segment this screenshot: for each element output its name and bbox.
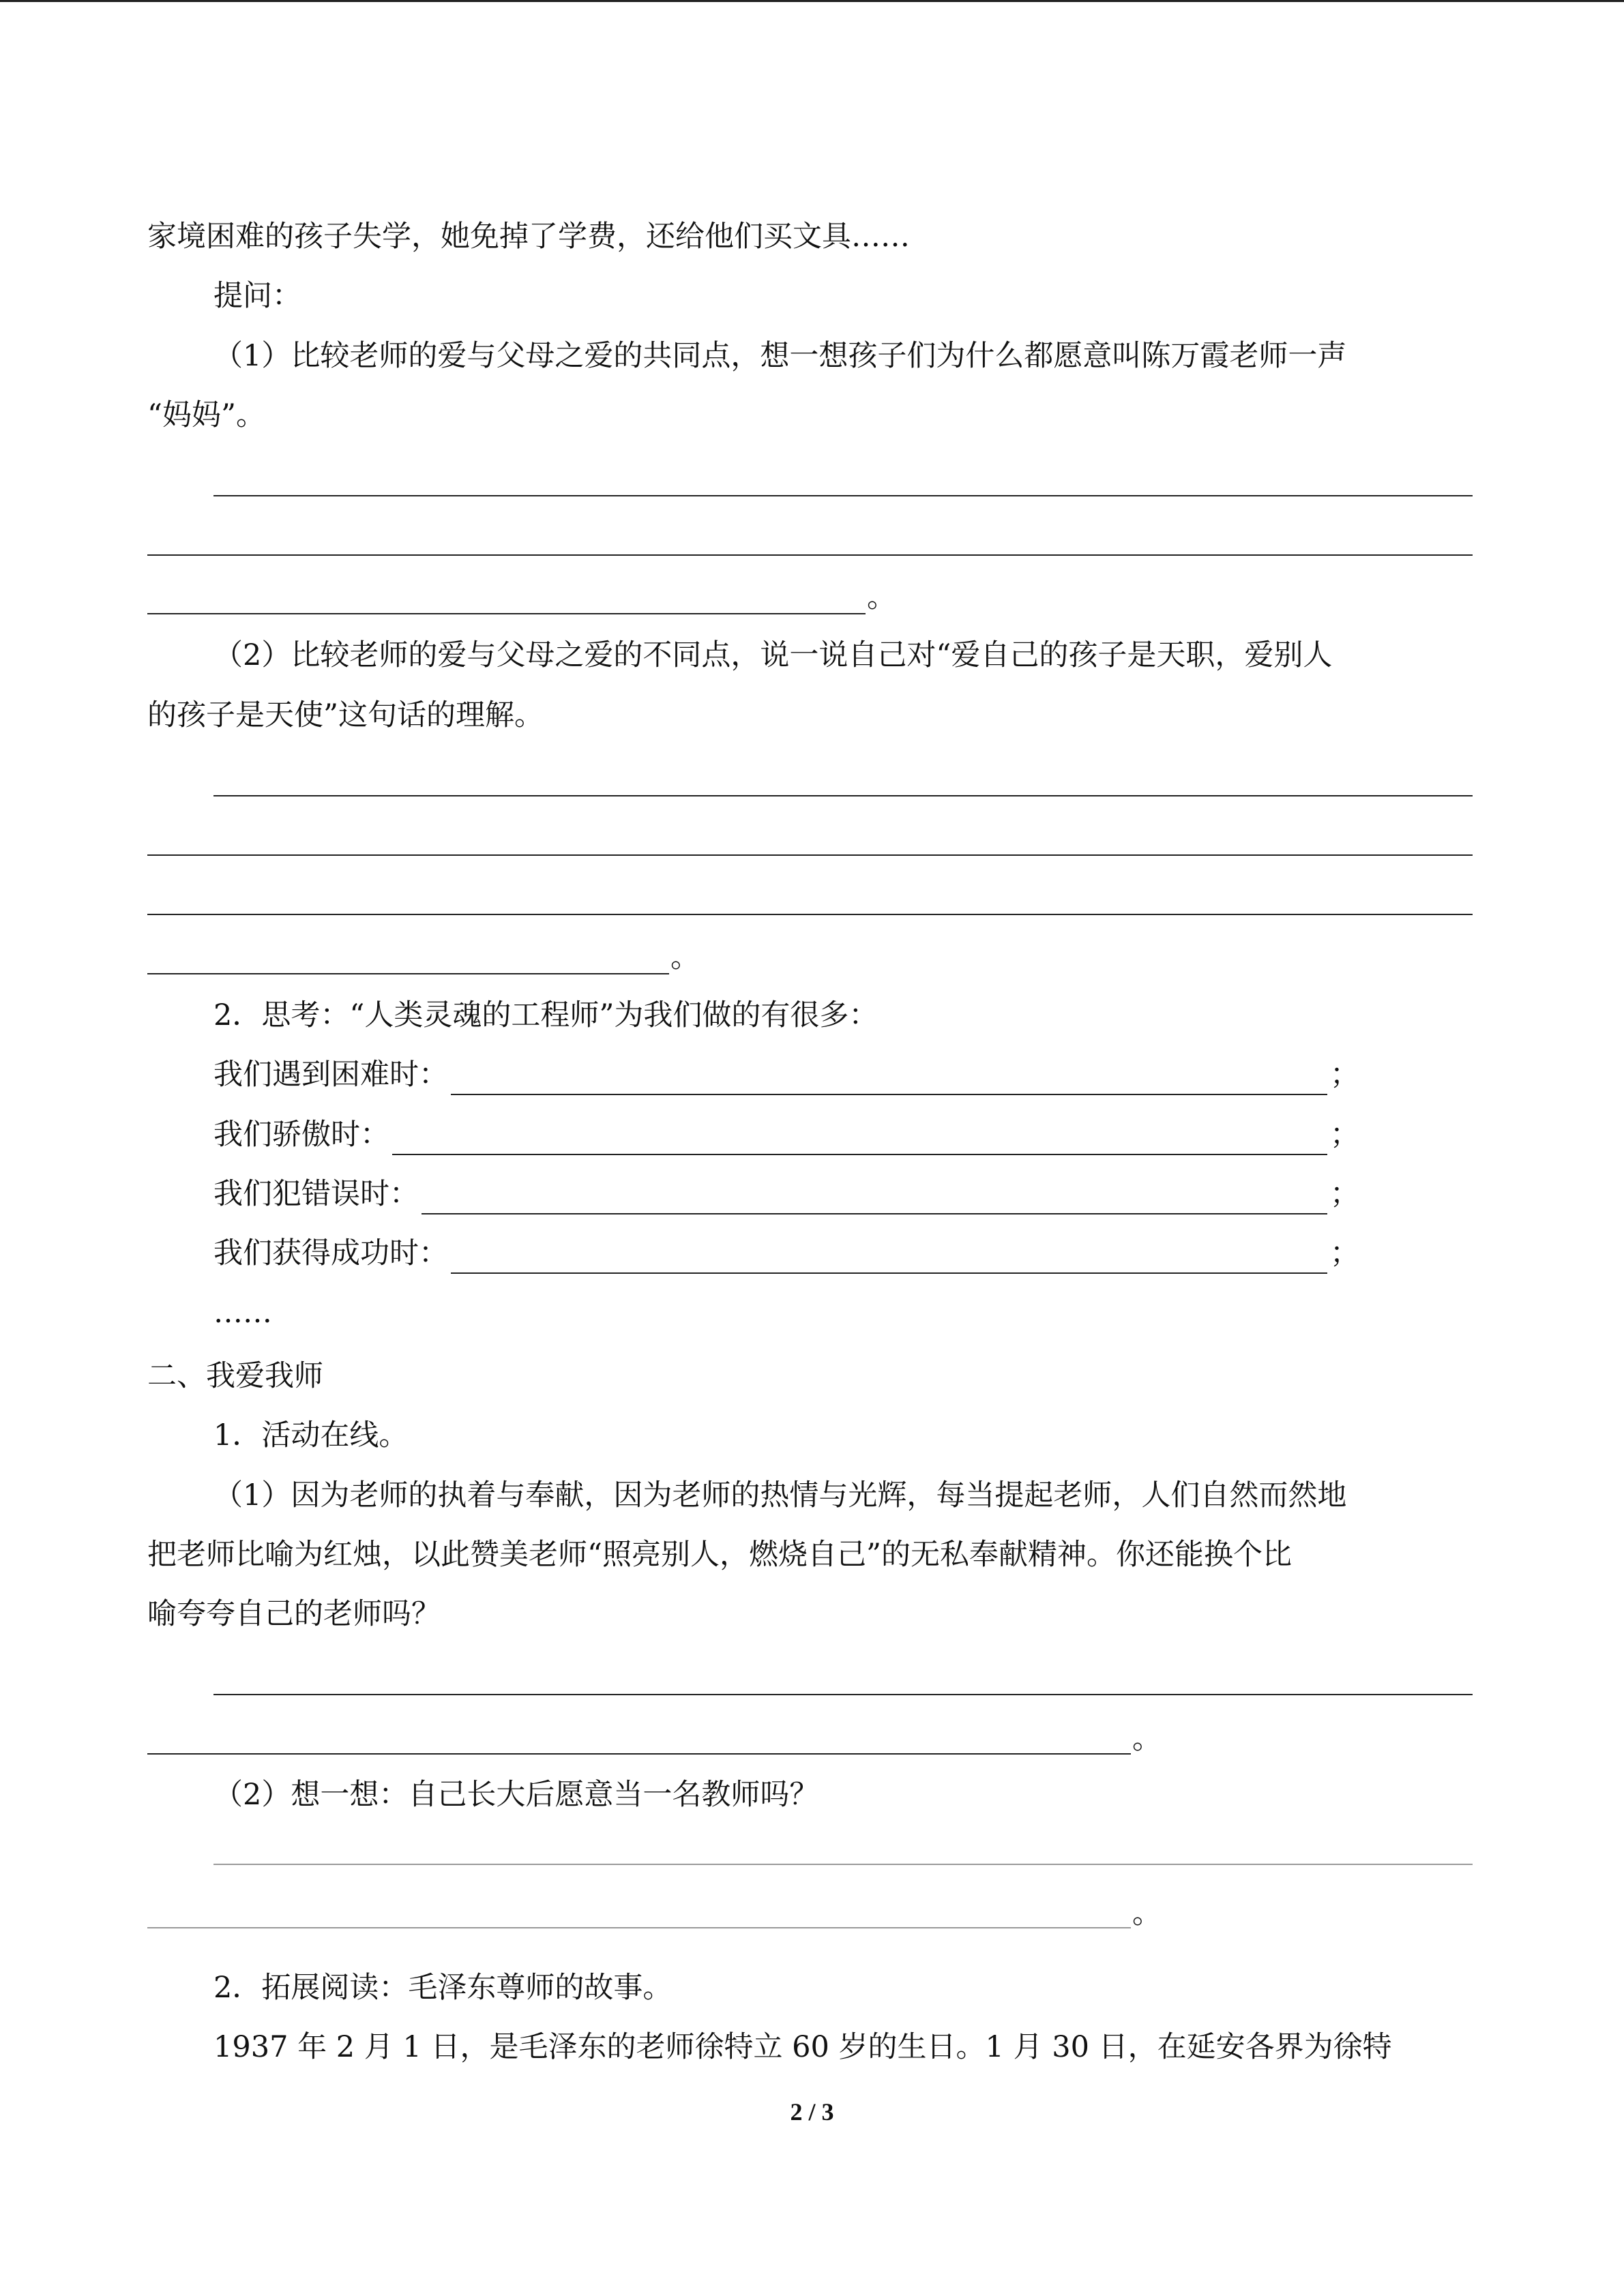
fill-in-row xyxy=(213,1174,1359,1214)
answer-blank-line[interactable] xyxy=(147,613,866,614)
reading-text-line: 1937 年 2 月 1 日，是毛泽东的老师徐特立 60 岁的生日。1 月 30 日，在延安各界为徐特 xyxy=(213,2030,1392,2064)
fill-in-row xyxy=(213,1054,1359,1095)
top-border xyxy=(0,0,1624,2)
blank-end-mark: 。 xyxy=(867,580,896,614)
fill-in-blank[interactable] xyxy=(422,1183,1327,1214)
question-1-line: （1）比较老师的爱与父母之爱的共同点，想一想孩子们为什么都愿意叫陈万霞老师一声 xyxy=(213,339,1347,373)
blank-end-mark: 。 xyxy=(670,940,700,974)
answer-blank-line[interactable] xyxy=(147,1927,1131,1928)
ellipsis-line: …… xyxy=(213,1296,272,1330)
answer-blank-line[interactable] xyxy=(147,854,1473,856)
fill-in-blank[interactable] xyxy=(451,1064,1327,1095)
question-2-line: 的孩子是天使”这句话的理解。 xyxy=(147,698,544,732)
answer-blank-line[interactable] xyxy=(213,1694,1473,1695)
answer-blank-line[interactable] xyxy=(213,1864,1473,1865)
fill-in-row xyxy=(213,1233,1359,1274)
fill-in-label: 我们获得成功时： xyxy=(213,1236,448,1270)
question-1-line: “妈妈”。 xyxy=(147,398,265,432)
answer-blank-line[interactable] xyxy=(213,795,1473,796)
fill-in-blank[interactable] xyxy=(392,1124,1327,1155)
activity-heading: 1．活动在线。 xyxy=(213,1418,409,1452)
fill-in-label: 我们骄傲时： xyxy=(213,1118,389,1152)
fill-in-end: ； xyxy=(1330,1177,1359,1211)
fill-in-end: ； xyxy=(1330,1236,1359,1270)
activity-q2-line: （2）想一想：自己长大后愿意当一名教师吗？ xyxy=(213,1778,819,1812)
page-number: 2 / 3 xyxy=(790,2098,834,2126)
activity-q1-line: （1）因为老师的执着与奉献，因为老师的热情与光辉，每当提起老师，人们自然而然地 xyxy=(213,1478,1347,1512)
fill-in-label: 我们犯错误时： xyxy=(213,1177,419,1211)
fill-in-end: ； xyxy=(1330,1118,1359,1152)
answer-blank-line[interactable] xyxy=(213,495,1473,496)
think-question: 2．思考：“人类灵魂的工程师”为我们做的有很多： xyxy=(213,998,879,1032)
paragraph-line: 家境困难的孩子失学，她免掉了学费，还给他们买文具…… xyxy=(147,220,910,254)
prompt-heading: 提问： xyxy=(213,279,301,313)
fill-in-row xyxy=(213,1114,1359,1155)
activity-q1-line: 把老师比喻为红烛，以此赞美老师“照亮别人，燃烧自己”的无私奉献精神。你还能换个比 xyxy=(147,1538,1292,1572)
fill-in-end: ； xyxy=(1330,1058,1359,1092)
fill-in-label: 我们遇到困难时： xyxy=(213,1058,448,1092)
blank-end-mark: 。 xyxy=(1132,1722,1162,1756)
answer-blank-line[interactable] xyxy=(147,973,669,974)
fill-in-blank[interactable] xyxy=(451,1242,1327,1274)
answer-blank-line[interactable] xyxy=(147,554,1473,556)
answer-blank-line[interactable] xyxy=(147,1753,1131,1755)
reading-heading: 2．拓展阅读：毛泽东尊师的故事。 xyxy=(213,1971,673,2005)
question-2-line: （2）比较老师的爱与父母之爱的不同点，说一说自己对“爱自己的孩子是天职，爱别人 xyxy=(213,638,1333,672)
answer-blank-line[interactable] xyxy=(147,914,1473,915)
blank-end-mark: 。 xyxy=(1132,1896,1162,1930)
activity-q1-line: 喻夸夸自己的老师吗？ xyxy=(147,1597,441,1631)
section-heading: 二、我爱我师 xyxy=(147,1359,323,1393)
